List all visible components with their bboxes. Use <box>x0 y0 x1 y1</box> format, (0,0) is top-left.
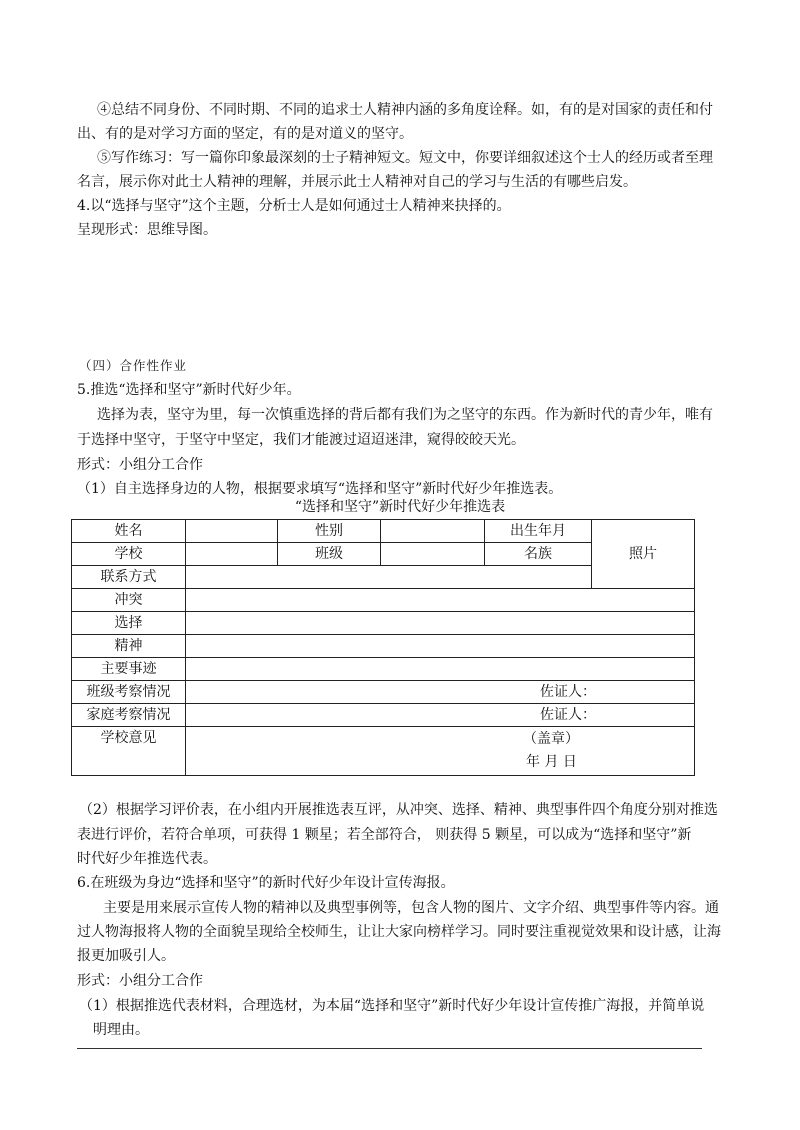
gender-field[interactable] <box>381 520 485 543</box>
table-row <box>72 658 695 681</box>
class-label: 班级 <box>278 543 381 566</box>
body-text-line: ④总结不同身份、不同时期、不同的追求士人精神内涵的多角度诠释。如，有的是对国家的责任和付 <box>97 102 713 118</box>
recommendation-form <box>71 519 695 776</box>
body-text-line: 报更加吸引人。 <box>77 948 175 964</box>
section-title: （四）合作性作业 <box>79 358 188 373</box>
body-text-line: 形式：小组分工合作 <box>77 973 203 989</box>
body-text-line: 出、有的是对学习方面的坚定，有的是对道义的坚守。 <box>77 126 413 142</box>
table-row <box>72 635 695 658</box>
conflict-field[interactable] <box>186 589 695 612</box>
deeds-field[interactable] <box>186 658 695 681</box>
table-row <box>72 727 695 776</box>
photo-cell[interactable]: 照片 <box>592 520 695 589</box>
body-text-line: 名言，展示你对此士人精神的理解，并展示此士人精神对自己的学习与生活的有哪些启发。 <box>77 174 637 190</box>
body-text-line: 时代好少年推选代表。 <box>77 851 217 867</box>
body-text-line: 呈现形式：思维导图。 <box>77 222 217 238</box>
class-witness-label: 佐证人： <box>540 684 596 700</box>
family-review-field[interactable] <box>186 704 695 727</box>
body-text-line: ⑤写作练习：写一篇你印象最深刻的士子精神短文。短文中，你要详细叙述这个士人的经历或者至理 <box>97 150 713 166</box>
spirit-label: 精神 <box>72 635 186 658</box>
table-row <box>72 589 695 612</box>
table-row <box>72 681 695 704</box>
class-review-field[interactable] <box>186 681 695 704</box>
spirit-field[interactable] <box>186 635 695 658</box>
table-row <box>72 520 695 543</box>
body-text-line: 5.推选“选择和坚守”新时代好少年。 <box>77 382 301 398</box>
class-review-label: 班级考察情况 <box>72 681 186 704</box>
family-witness-label: 佐证人： <box>540 707 596 723</box>
date-label: 年 月 日 <box>526 754 577 770</box>
deeds-label: 主要事迹 <box>72 658 186 681</box>
table-row <box>72 704 695 727</box>
name-field[interactable] <box>186 520 278 543</box>
body-text-line: 选择为表，坚守为里，每一次慎重选择的背后都有我们为之坚守的东西。作为新时代的青少年，唯有 <box>97 407 713 423</box>
body-text-line: 6.在班级为身边“选择和坚守”的新时代好少年设计宣传海报。 <box>77 875 455 891</box>
school-field[interactable] <box>186 543 278 566</box>
school-opinion-label: 学校意见 <box>72 727 186 776</box>
body-text-line: （2）根据学习评价表，在小组内开展推选表互评，从冲突、选择、精神、典型事件四个角度分别对推选 <box>79 802 718 818</box>
body-text-line: 过人物海报将人物的全面貌呈现给全校师生，让让大家向榜样学习。同时要注重视觉效果和设计感，让海 <box>77 924 721 940</box>
school-label: 学校 <box>72 543 186 566</box>
choice-label: 选择 <box>72 612 186 635</box>
choice-field[interactable] <box>186 612 695 635</box>
body-text-line: 于选择中坚守，于坚守中坚定，我们才能渡过迢迢迷津，窥得皎皎天光。 <box>77 432 525 448</box>
bottom-divider <box>77 1048 702 1049</box>
body-text-line: 表进行评价，若符合单项，可获得 1 颗星；若全部符合， 则获得 5 颗星，可以成为“选择和坚守”新 <box>77 827 692 843</box>
contact-label: 联系方式 <box>72 566 186 589</box>
body-text-line: 形式：小组分工合作 <box>77 457 203 473</box>
table-row <box>72 612 695 635</box>
school-opinion-field[interactable] <box>186 727 695 776</box>
body-text-line: （1）根据推选代表材料，合理选材，为本届“选择和坚守”新时代好少年设计宣传推广海报，并简单说 <box>79 998 705 1014</box>
ethnicity-label: 名族 <box>485 543 592 566</box>
seal-label: （盖章） <box>523 731 579 747</box>
table-title: “选择和坚守”新时代好少年推选表 <box>294 499 506 515</box>
class-field[interactable] <box>381 543 485 566</box>
body-text-line: 明理由。 <box>93 1022 149 1038</box>
contact-field[interactable] <box>186 566 592 589</box>
body-text-line: 主要是用来展示宣传人物的精神以及典型事例等，包含人物的图片、文字介绍、典型事件等内容。通 <box>103 900 719 916</box>
body-text-line: 4.以“选择与坚守”这个主题，分析士人是如何通过士人精神来抉择的。 <box>77 198 511 214</box>
gender-label: 性别 <box>278 520 381 543</box>
birth-label: 出生年月 <box>485 520 592 543</box>
body-text-line: （1）自主选择身边的人物，根据要求填写“选择和坚守”新时代好少年推选表。 <box>77 481 563 497</box>
name-label: 姓名 <box>72 520 186 543</box>
conflict-label: 冲突 <box>72 589 186 612</box>
family-review-label: 家庭考察情况 <box>72 704 186 727</box>
